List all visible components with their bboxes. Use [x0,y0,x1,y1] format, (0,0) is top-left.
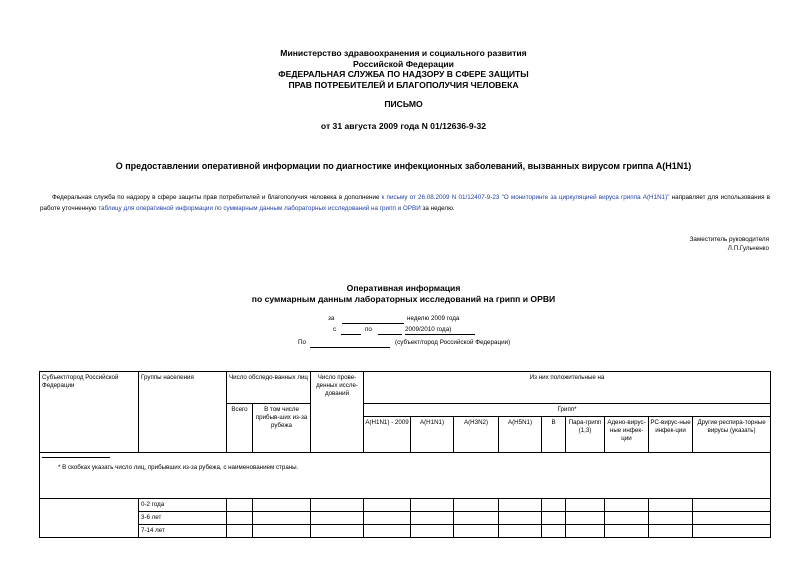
header-b: B [542,417,566,453]
header-h3n2: A(H3N2) [454,417,499,453]
age-group-label: 0-2 года [139,499,227,512]
data-cell[interactable] [411,499,454,512]
data-cell[interactable] [693,512,771,525]
header-examined: Число обследо-ванных лиц [227,372,311,404]
letter-reference-link[interactable]: к письму от 26.08.2009 N 01/12407-9-23 "О мониторинге за циркуляцией вируса гриппа A(H1N1)" [381,194,670,201]
document-type: ПИСЬМО [384,99,423,109]
header-parainfluenza: Пара-грипп (1,3) [566,417,605,453]
data-cell[interactable] [499,525,542,538]
label-week: неделю 2009 года [407,315,460,322]
data-cell[interactable] [454,525,499,538]
data-cell[interactable] [649,525,693,538]
data-cell[interactable] [542,525,566,538]
data-cell[interactable] [566,499,605,512]
age-group-label: 3-6 лет [139,512,227,525]
header-h1n1-2009: A(H1N1) - 2009 [364,417,411,453]
form-title-line-1: Оперативная информация [346,283,461,293]
subject-cell[interactable] [40,499,139,538]
signature-block [690,235,769,253]
body-text-3: за неделю. [420,205,455,212]
document-date: от 31 августа 2009 года N 01/12636-9-32 [320,121,487,131]
data-cell[interactable] [227,512,253,525]
data-cell[interactable] [693,499,771,512]
subject-field[interactable] [310,347,390,348]
year-underline [405,334,475,335]
table-row [40,499,771,512]
data-cell[interactable] [605,499,649,512]
footnote-text: * В скобках указать число лиц, прибывших из-за рубежа, с наименованием страны. [58,464,299,471]
letter-header [0,48,807,90]
form-title-line-2: по суммарным данным лабораторных исследований на грипп и ОРВИ [251,294,556,304]
date-from-field[interactable] [341,334,361,335]
header-rs: PC-вирус-ные инфек-ции [649,417,693,453]
data-cell[interactable] [227,525,253,538]
header-other: Другие респира-торные вирусы (указать) [693,417,771,453]
data-cell[interactable] [253,499,311,512]
label-za: за [328,315,335,322]
header-flu: Грипп* [364,404,771,417]
form-title [0,283,807,305]
body-text-1: Федеральная служба по надзору в сфере защиты прав потребителей и благополучия человека в дополнение [52,194,382,201]
signature-position: Заместитель руководителя [689,236,769,243]
header-positive: Из них положительные на [364,372,771,404]
table-row [40,525,771,538]
header-h1n1: A(H1N1) [411,417,454,453]
data-cell[interactable] [253,512,311,525]
data-cell[interactable] [454,499,499,512]
data-cell[interactable] [566,525,605,538]
data-cell[interactable] [364,499,411,512]
label-po: По [298,339,307,346]
data-cell[interactable] [227,499,253,512]
header-subject: Субъект/город Российской Федерации [40,372,139,453]
data-cell[interactable] [605,512,649,525]
header-h5n1: A(H5N1) [499,417,542,453]
table-reference-link[interactable]: таблицу для оперативной информации по суммарным данным лабораторных исследований на грипп и ОРВИ [98,205,421,212]
label-subject: (субъект/город Российской Федерации) [395,339,511,346]
age-group-label: 7-14 лет [139,525,227,538]
data-cell[interactable] [311,499,364,512]
data-cell[interactable] [542,499,566,512]
header-adeno: Адено-вирус-ные инфек-ции [605,417,649,453]
data-cell[interactable] [364,525,411,538]
data-cell[interactable] [649,512,693,525]
data-cell[interactable] [499,512,542,525]
data-cell[interactable] [693,525,771,538]
footnote-row [40,453,771,499]
letter-body [40,192,770,214]
header-tests: Число прове-денных иссле-дований [311,372,364,453]
data-cell[interactable] [311,525,364,538]
data-cell[interactable] [364,512,411,525]
org-line-4: ПРАВ ПОТРЕБИТЕЛЕЙ И БЛАГОПОЛУЧИЯ ЧЕЛОВЕКА [288,79,519,90]
data-cell[interactable] [454,512,499,525]
label-po-mid: по [365,326,372,333]
data-cell[interactable] [566,512,605,525]
table-row [40,512,771,525]
org-line-3: ФЕДЕРАЛЬНАЯ СЛУЖБА ПО НАДЗОРУ В СФЕРЕ ЗАЩИТЫ [278,69,529,80]
date-to-field[interactable] [378,334,402,335]
header-groups: Группы населения [139,372,227,453]
label-year: 2009/2010 года) [405,326,452,333]
data-cell[interactable] [411,525,454,538]
data-cell[interactable] [605,525,649,538]
data-cell[interactable] [411,512,454,525]
signature-name: Л.П.Гульченко [727,245,769,253]
data-cell[interactable] [499,499,542,512]
org-line-1: Министерство здравоохранения и социального развития [280,48,527,58]
org-line-2: Российской Федерации [353,58,454,69]
header-total: Всего [227,404,253,453]
lab-results-table [39,371,771,538]
label-s: с [333,326,337,333]
week-number-field[interactable] [342,323,404,324]
data-cell[interactable] [542,512,566,525]
data-cell[interactable] [311,512,364,525]
footnote-separator [42,457,110,458]
data-cell[interactable] [253,525,311,538]
header-abroad: В том числе прибыв-ших из-за рубежа [253,404,311,453]
body-text-2: направляет для использования в работе уточненную [40,194,771,212]
data-cell[interactable] [649,499,693,512]
document-subject: О предоставлении оперативной информации по диагностике инфекционных заболеваний, вызванных вирусом гриппа A(H1N1) [115,161,692,171]
